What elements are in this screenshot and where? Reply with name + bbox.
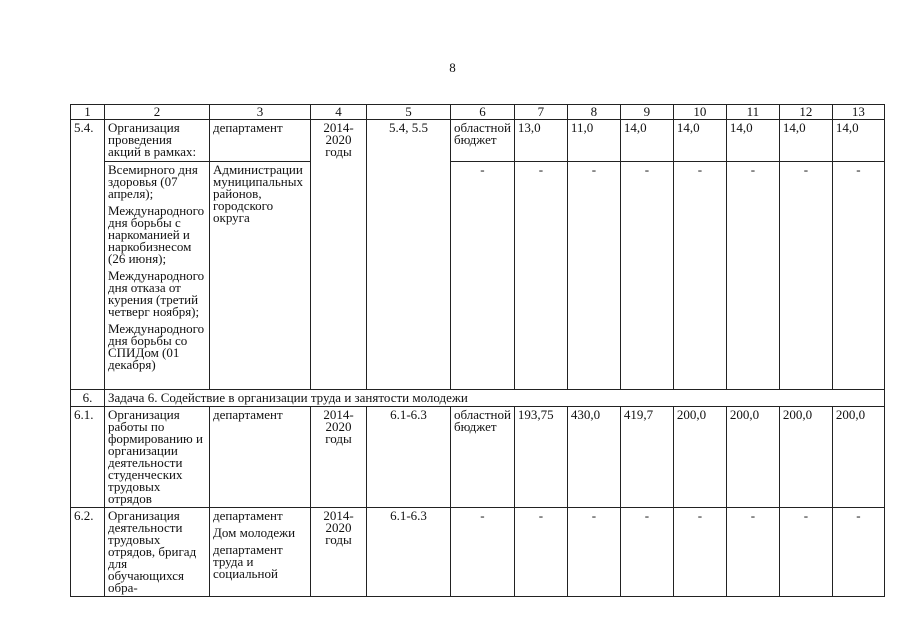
header-cell: 12 <box>779 105 832 120</box>
task-number: 6. <box>71 390 105 407</box>
executor: департамент <box>210 120 311 162</box>
executor-item: департамент <box>213 508 283 523</box>
row-number: 6.1. <box>71 407 105 508</box>
value-cell: 11,0 <box>567 120 620 162</box>
dash-cell: - <box>726 162 779 390</box>
executors <box>210 508 311 597</box>
value-cell: 430,0 <box>567 407 620 508</box>
header-cell: 9 <box>620 105 673 120</box>
header-cell: 7 <box>514 105 567 120</box>
dash-cell: - <box>514 162 567 390</box>
dash-cell: - <box>620 162 673 390</box>
header-cell: 13 <box>832 105 884 120</box>
dash-cell: - <box>567 508 620 597</box>
value-cell: 14,0 <box>726 120 779 162</box>
header-cell: 8 <box>567 105 620 120</box>
table-row <box>71 162 885 390</box>
years: 2014-2020 годы <box>311 120 367 390</box>
dash-cell: - <box>779 162 832 390</box>
dash-cell: - <box>514 508 567 597</box>
dash-cell: - <box>567 162 620 390</box>
dash-cell: - <box>451 508 515 597</box>
dash-cell: - <box>832 162 884 390</box>
event-item: Международного дня борьбы с наркоманией и наркобизнесом (26 июня); <box>108 203 205 266</box>
value-cell: 419,7 <box>620 407 673 508</box>
events-list <box>105 162 210 390</box>
funding-source: областной бюджет <box>451 407 515 508</box>
value-cell: 200,0 <box>779 407 832 508</box>
years: 2014-2020 годы <box>311 508 367 597</box>
indicators: 6.1-6.3 <box>367 508 451 597</box>
executor-item: Дом молодежи <box>213 525 296 540</box>
value-cell: 13,0 <box>514 120 567 162</box>
page-number: 8 <box>449 60 456 75</box>
header-cell: 4 <box>311 105 367 120</box>
dash-cell: - <box>832 508 884 597</box>
activity-name: Организация проведения акций в рамках: <box>105 120 210 162</box>
funding-source: областной бюджет <box>451 120 515 162</box>
event-item: Международного дня борьбы со СПИДом (01 декабря) <box>108 321 205 372</box>
years: 2014-2020 годы <box>311 407 367 508</box>
task-row <box>71 390 885 407</box>
executor: департамент <box>210 407 311 508</box>
activity-name: Организация деятельности трудовых отрядов, бригад для обучающихся обра- <box>105 508 210 597</box>
value-cell: 200,0 <box>673 407 726 508</box>
event-item: Международного дня отказа от курения (третий четверг ноября); <box>108 268 205 319</box>
header-cell: 6 <box>451 105 515 120</box>
row-number: 6.2. <box>71 508 105 597</box>
task-title: Задача 6. Содействие в организации труда и занятости молодежи <box>105 390 885 407</box>
row-number: 5.4. <box>71 120 105 390</box>
dash-cell: - <box>779 508 832 597</box>
header-cell: 10 <box>673 105 726 120</box>
value-cell: 200,0 <box>832 407 884 508</box>
dash-cell: - <box>673 508 726 597</box>
value-cell: 200,0 <box>726 407 779 508</box>
table-row <box>71 407 885 508</box>
header-row <box>71 105 885 120</box>
program-table <box>70 104 885 597</box>
executor-sub: Администрации муниципальных районов, городского округа <box>210 162 311 390</box>
value-cell: 14,0 <box>620 120 673 162</box>
executor-item: департамент труда и социальной <box>213 542 283 581</box>
dash-cell: - <box>620 508 673 597</box>
header-cell: 1 <box>71 105 105 120</box>
indicators: 5.4, 5.5 <box>367 120 451 390</box>
header-cell: 11 <box>726 105 779 120</box>
header-cell: 5 <box>367 105 451 120</box>
header-cell: 2 <box>105 105 210 120</box>
value-cell: 193,75 <box>514 407 567 508</box>
dash-cell: - <box>451 162 515 390</box>
indicators: 6.1-6.3 <box>367 407 451 508</box>
value-cell: 14,0 <box>673 120 726 162</box>
value-cell: 14,0 <box>779 120 832 162</box>
activity-name: Организация работы по формированию и организации деятельности студенческих трудовых отрядов <box>105 407 210 508</box>
table-row <box>71 508 885 597</box>
dash-cell: - <box>726 508 779 597</box>
value-cell: 14,0 <box>832 120 884 162</box>
event-item: Всемирного дня здоровья (07 апреля); <box>108 162 198 201</box>
dash-cell: - <box>673 162 726 390</box>
header-cell: 3 <box>210 105 311 120</box>
table-row <box>71 120 885 162</box>
